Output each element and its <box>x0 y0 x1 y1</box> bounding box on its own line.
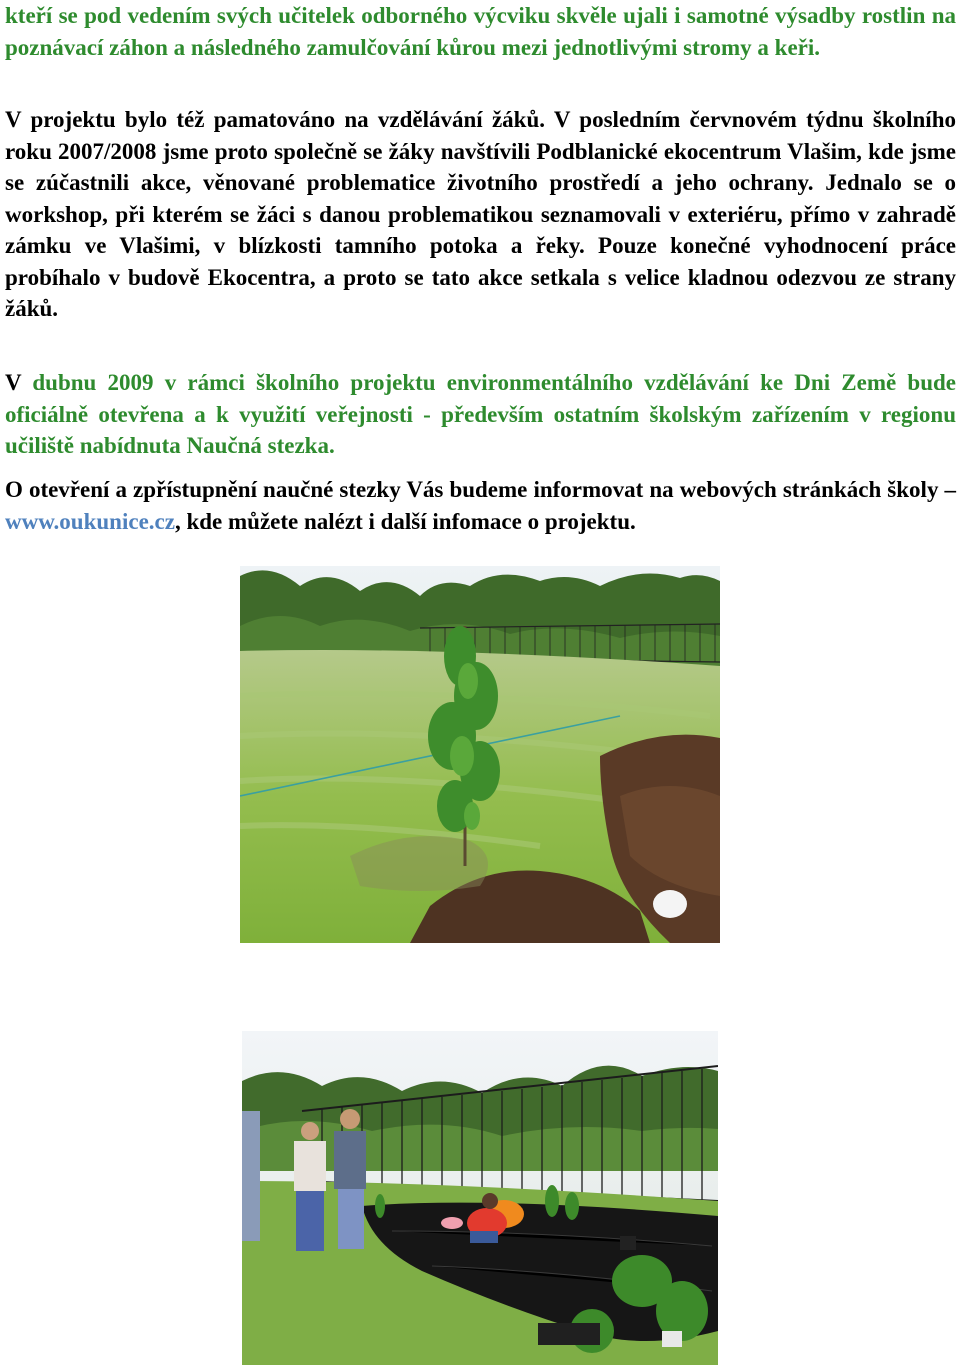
school-website-link[interactable]: www.oukunice.cz <box>5 508 175 534</box>
website-text-after: , kde můžete nalézt i další infomace o projektu. <box>174 508 636 534</box>
paragraph-earth-day <box>5 367 956 462</box>
website-text-before: O otevření a zpřístupnění naučné stezky Vás budeme informovat na webových stránkách školy – <box>5 477 956 502</box>
paragraph-education-text: V projektu bylo též pamatováno na vzdělávání žáků. V posledním červnovém týdnu školního roku 2007/2008 jsme proto společně se žáky navštívili Podblanické ekocentrum Vlašim, kde jsme se zúčastnili akce, věnované problematice životního prostředí a jeho ochrany. Jednalo se o workshop, při kterém se žáci s danou problematikou seznamovali v exteriéru, přímo v zahradě zámku ve Vlašimi, v blízkosti tamního potoka a řeky. Pouze konečné vyhodnocení práce probíhalo v budově Ekocentra, a proto se tato akce setkala s velice kladnou odezvou ze strany žáků. <box>5 107 956 321</box>
paragraph-website-text <box>5 474 956 537</box>
earth-day-body: dubnu 2009 v rámci školního projektu environmentálního vzdělávání ke Dni Země bude oficiálně otevřena a k využití veřejnosti - především ostatním školským zařízením v regionu učiliště nabídnuta Naučná stezka. <box>5 370 956 458</box>
paragraph-website <box>5 474 956 537</box>
photo-planted-tree <box>240 566 720 943</box>
paragraph-planting <box>5 0 956 63</box>
earth-day-lead: V <box>5 370 33 395</box>
paragraph-earth-day-text <box>5 367 956 462</box>
photo-students-planting <box>242 1031 718 1365</box>
paragraph-planting-text: kteří se pod vedením svých učitelek odborného výcviku skvěle ujali i samotné výsadby rostlin na poznávací záhon a následného zamulčování kůrou mezi jednotlivými stromy a keři. <box>5 3 956 60</box>
paragraph-education <box>5 104 956 325</box>
